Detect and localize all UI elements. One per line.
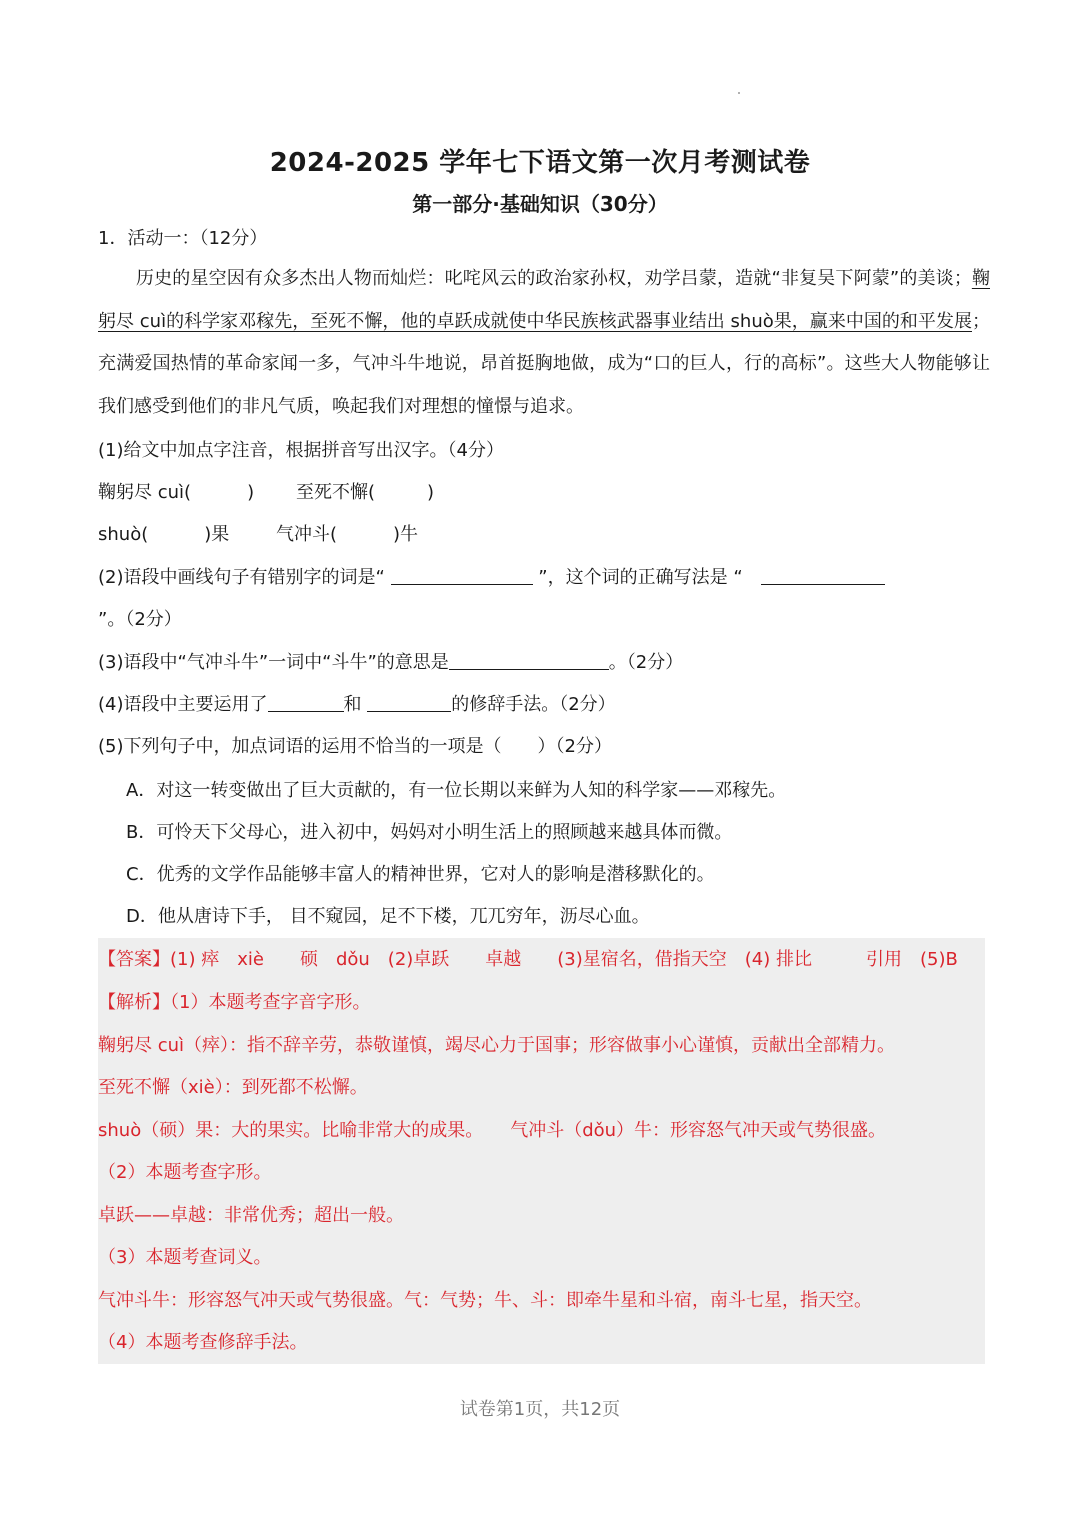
- sub4-text-a: (4)语段中主要运用了: [98, 694, 268, 715]
- option-a: A．对这一转变做出了巨大贡献的，有一位长期以来鲜为人知的科学家——邓稼先。: [126, 780, 787, 801]
- sub4-text-b: 和: [343, 694, 362, 715]
- sub-question-2: [98, 565, 885, 591]
- analysis-line: （4）本题考查修辞手法。: [98, 1332, 308, 1353]
- section-heading: 第一部分·基础知识（30分）: [412, 192, 668, 216]
- blank-cui: [98, 480, 254, 506]
- option-b: B．可怜天下父母心，进入初中，妈妈对小明生活上的照顾越来越具体而微。: [126, 822, 733, 843]
- sub4-text-c: 的修辞手法。（2分）: [451, 694, 616, 715]
- blank-cui-close: ): [247, 482, 255, 503]
- answer-blank: [761, 566, 885, 585]
- answer-blank: [449, 651, 609, 670]
- answer-blank: [367, 693, 451, 712]
- passage-underlined-sentence: 鞠躬尽 cuì的科学家邓稼先，至死不懈，他的卓跃成就使中华民族核武器事业结出 shuò果，赢来中国的和平发展: [98, 268, 990, 332]
- option-d: D．他从唐诗下手， 目不窥园，足不下楼，兀兀穷年，沥尽心血。: [126, 906, 650, 927]
- sub3-text-a: (3)语段中“气冲斗牛”一词中“斗牛”的意思是: [98, 652, 449, 673]
- blank-cui-label: 鞠躬尽 cuì(: [98, 482, 192, 503]
- speck-mark: [738, 92, 740, 94]
- blank-shuo: [98, 522, 229, 548]
- blank-dou-label: 气冲斗(: [276, 524, 338, 545]
- option-c: C．优秀的文学作品能够丰富人的精神世界，它对人的影响是潜移默化的。: [126, 864, 715, 885]
- answer-blank: [391, 566, 533, 585]
- passage-part2: ；充满爱国热情的革命家闻一多，气冲斗牛地说，昂首挺胸地做，成为“口的巨人，行的高标”。这些大人物能够让我们感受到他们的非凡气质，唤起我们对理想的憧憬与追求。: [98, 310, 990, 417]
- sub-question-4: [98, 692, 616, 718]
- page-footer: 试卷第1页，共12页: [459, 1399, 621, 1420]
- answer-key: 【答案】(1) 瘁 xiè 硕 dǒu (2)卓跃 卓越 (3)星宿名，借指天空 (4) 排比 引用 (5)B: [98, 949, 958, 970]
- analysis-heading: 【解析】（1）本题考查字音字形。: [98, 992, 371, 1013]
- page-title: 2024-2025 学年七下语文第一次月考测试卷: [269, 148, 811, 178]
- analysis-line: 鞠躬尽 cuì（瘁）：指不辞辛劳，恭敬谨慎，竭尽心力于国事；形容做事小心谨慎，贡献出全部精力。: [98, 1035, 896, 1056]
- sub2-text-a: (2)语段中画线句子有错别字的词是“: [98, 567, 385, 588]
- blank-dou-close: )牛: [393, 524, 419, 545]
- analysis-line: 至死不懈（xiè）：到死都不松懈。: [98, 1077, 368, 1098]
- analysis-line: shuò（硕）果：大的果实。比喻非常大的成果。 气冲斗（dǒu）牛：形容怒气冲天或气势很盛。: [98, 1120, 887, 1141]
- sub-question-2-end: ”。（2分）: [98, 609, 182, 630]
- blank-xie-label: 至死不懈(: [296, 482, 376, 503]
- analysis-line: （2）本题考查字形。: [98, 1162, 272, 1183]
- analysis-line: 卓跃——卓越：非常优秀；超出一般。: [98, 1205, 404, 1226]
- reading-passage: [98, 258, 990, 428]
- sub-question-5: (5)下列句子中，加点词语的运用不恰当的一项是（ ）（2分）: [98, 736, 612, 757]
- analysis-line: （3）本题考查词义。: [98, 1247, 272, 1268]
- question-number: 1．活动一：（12分）: [98, 228, 268, 249]
- blank-dou: [276, 522, 418, 548]
- sub2-text-b: ”，这个词的正确写法是 “: [538, 567, 743, 588]
- analysis-line: 气冲斗牛：形容怒气冲天或气势很盛。气：气势；牛、斗：即牵牛星和斗宿，南斗七星，指天空。: [98, 1290, 872, 1311]
- sub3-text-b: 。（2分）: [608, 652, 684, 673]
- blank-xie-close: ): [427, 482, 435, 503]
- sub-question-3: [98, 650, 683, 676]
- sub-question-1: (1)给文中加点字注音，根据拼音写出汉字。（4分）: [98, 440, 504, 461]
- blank-shuo-close: )果: [204, 524, 230, 545]
- blank-xie: [296, 480, 434, 506]
- blank-shuo-label: shuò(: [98, 524, 149, 545]
- passage-part1: 历史的星空因有众多杰出人物而灿烂：叱咤风云的政治家孙权，劝学吕蒙，造就“非复吴下阿蒙”的美谈；: [136, 268, 972, 289]
- answer-blank: [268, 693, 344, 712]
